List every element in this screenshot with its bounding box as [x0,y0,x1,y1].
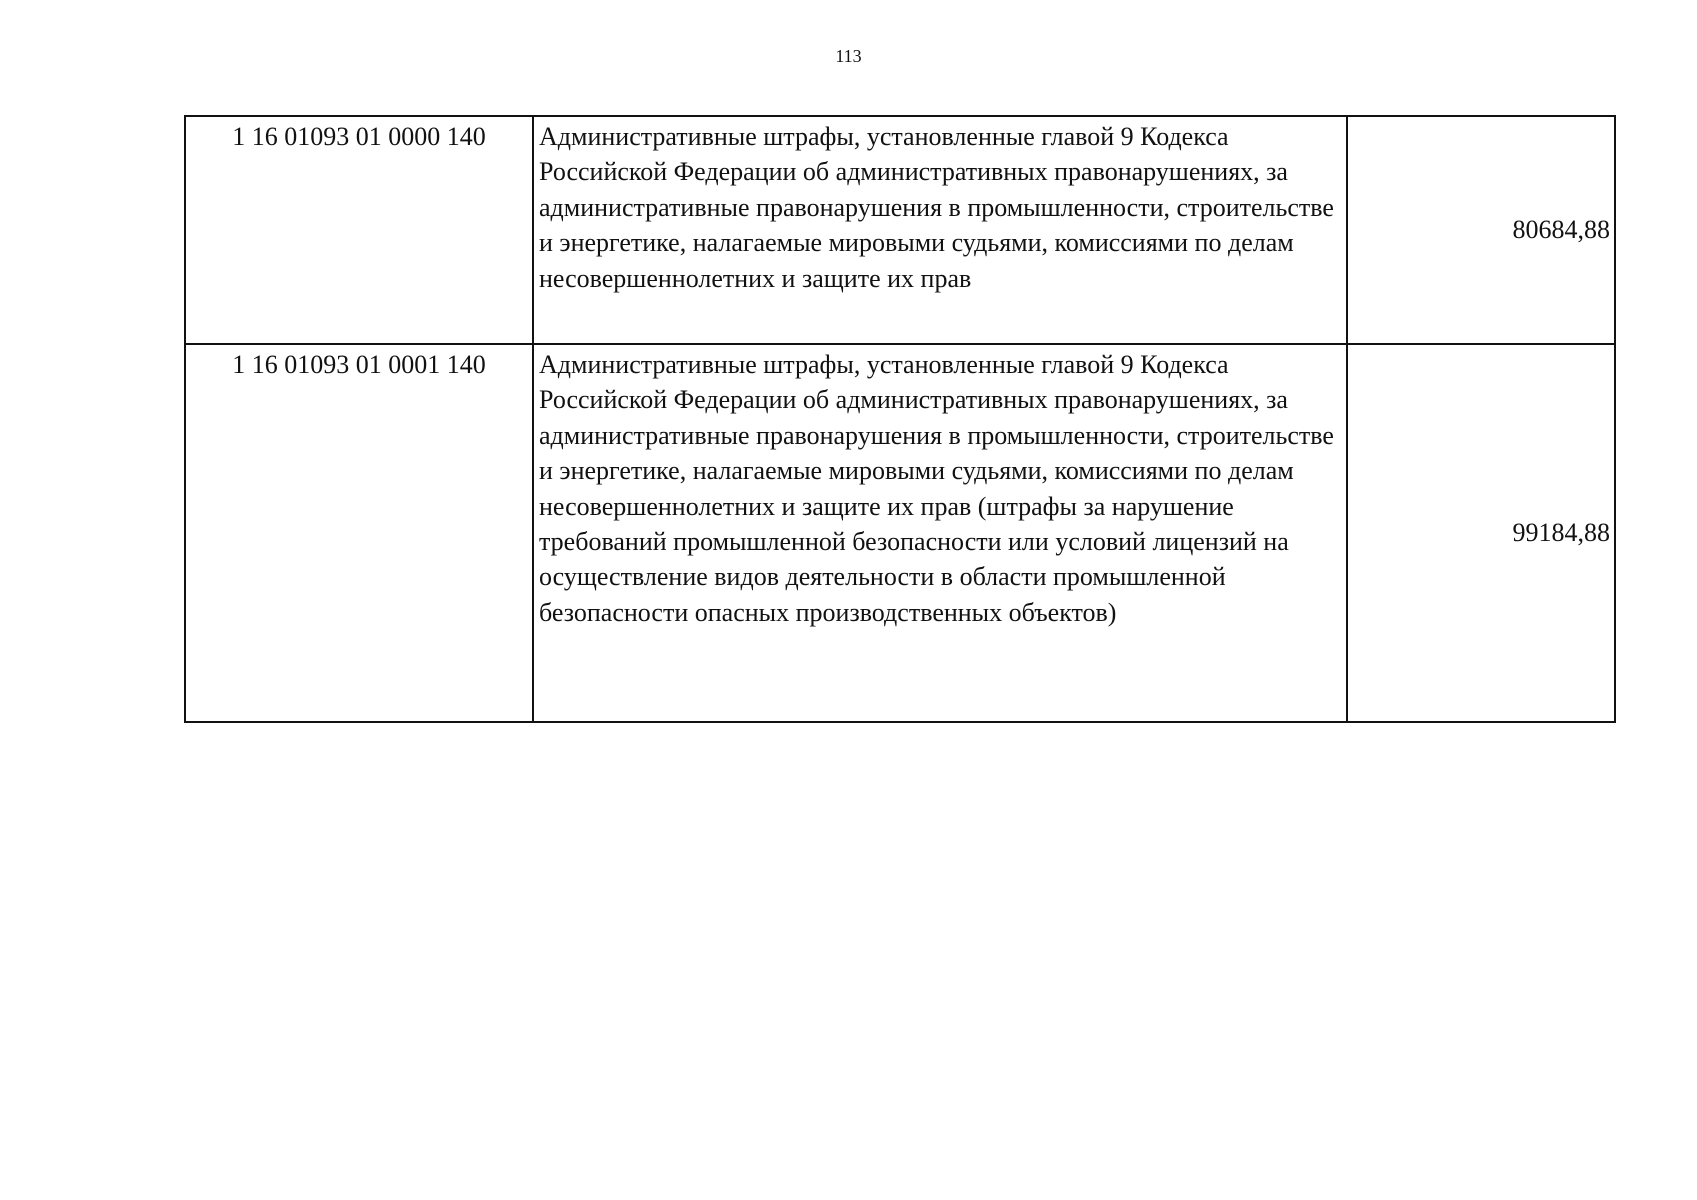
budget-revenue-table [184,115,1616,723]
budget-classification-code: 1 16 01093 01 0001 140 [185,344,533,722]
table-row [185,116,1615,344]
table-row [185,344,1615,722]
budget-classification-code: 1 16 01093 01 0000 140 [185,116,533,344]
revenue-name [533,116,1347,344]
revenue-name-text: Административные штрафы, установленные главой 9 Кодекса Российской Федерации об административных правонарушениях, за административные правонарушения в промышленности, строительстве и энергетике, налагаемые мировыми судьями, комиссиями по делам несовершеннолетних и защите их прав [539,122,1334,293]
page-number: 113 [835,46,862,66]
revenue-name [533,344,1347,722]
revenue-name-text: Административные штрафы, установленные главой 9 Кодекса Российской Федерации об административных правонарушениях, за административные правонарушения в промышленности, строительстве и энергетике, налагаемые мировыми судьями, комиссиями по делам несовершеннолетних и защите их прав (штрафы за нарушение требований промышленной безопасности или условий лицензий на осуществление видов деятельности в области промышленной безопасности опасных производственных объектов) [539,350,1334,627]
revenue-amount: 99184,88 [1347,344,1615,722]
revenue-amount: 80684,88 [1347,116,1615,344]
